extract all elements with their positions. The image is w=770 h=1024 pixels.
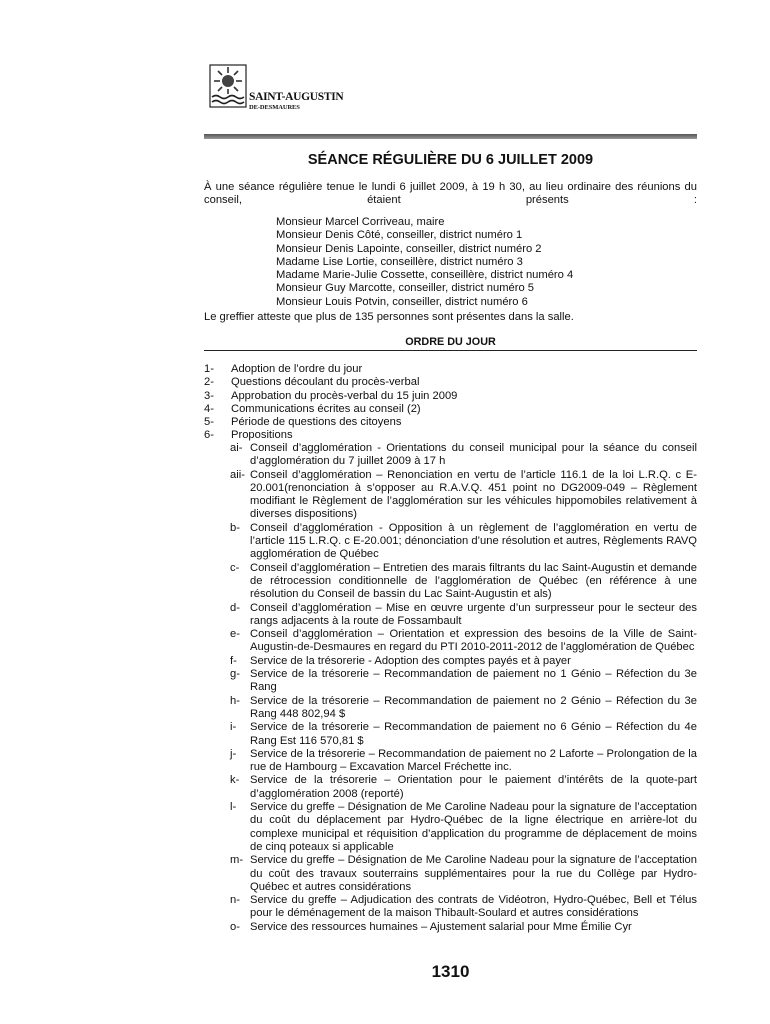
- member-line: Monsieur Denis Lapointe, conseiller, district numéro 2: [276, 242, 542, 255]
- proposition-letter: l-: [230, 801, 237, 814]
- agenda-item: [204, 416, 697, 429]
- proposition-letter: c-: [230, 561, 240, 574]
- proposition-item: [230, 628, 697, 655]
- proposition-text: Service de la trésorerie – Recommandation de paiement no 2 Génio – Réfection du 3e Rang 448 802,94 $: [250, 694, 697, 720]
- members-list: [276, 216, 573, 309]
- proposition-text: Conseil d’agglomération – Orientation et expression des besoins de la Ville de Saint-Augustin-de-Desmaures en regard du PTI 2010-2011-2012 de l’agglomération de Québec: [250, 628, 697, 654]
- agenda-text: Communications écrites au conseil (2): [231, 402, 421, 415]
- proposition-letter: b-: [230, 521, 240, 534]
- proposition-item: [230, 442, 697, 469]
- proposition-text: Conseil d’agglomération – Renonciation en vertu de l’article 116.1 de la loi L.R.Q. c E-20.001(renonciation à s’opposer au R.A.V.Q. 451 point no DG2009-049 – Règlement modifiant le Règlement de l’agglomération sur les véhicules hippomobiles relativement à diverses dispositions): [250, 468, 697, 521]
- proposition-text: Conseil d’agglomération – Entretien des marais filtrants du lac Saint-Augustin et demande de rétrocession conditionnelle de l’agglomération de Québec (en référence à une résolution du Conseil de bassin du Lac Saint-Augustin et als): [250, 561, 697, 601]
- agenda-text: Adoption de l’ordre du jour: [231, 363, 363, 375]
- proposition-item: [230, 668, 697, 695]
- proposition-item: [230, 921, 697, 934]
- logo-subname: DE-DESMAURES: [249, 104, 300, 111]
- member-line: Monsieur Marcel Corriveau, maire: [276, 216, 445, 228]
- proposition-item: [230, 602, 697, 629]
- member-line: Madame Lise Lortie, conseillère, district numéro 3: [276, 255, 523, 268]
- agenda-number: 6-: [204, 429, 214, 442]
- logo-name: SAINT-AUGUSTIN: [249, 91, 344, 103]
- proposition-text: Service du greffe – Désignation de Me Caroline Nadeau pour la signature de l’acceptation du coût du déplacement par Hydro-Québec de la ligne électrique en arrière-lot du complexe municipal et réquisition d’application du programme de déplacement de moins de cinq poteaux si applicable: [250, 801, 697, 853]
- proposition-letter: ai-: [230, 442, 243, 454]
- agenda-item: [204, 390, 697, 403]
- page-number: 1310: [431, 962, 470, 981]
- proposition-letter: g-: [230, 668, 240, 681]
- proposition-letter: o-: [230, 920, 240, 933]
- proposition-item: [230, 522, 697, 562]
- agenda-heading: ORDRE DU JOUR: [405, 336, 496, 348]
- agenda-text: Période de questions des citoyens: [231, 416, 402, 429]
- agenda-rule: [204, 350, 697, 351]
- proposition-text: Conseil d’agglomération - Opposition à un règlement de l’agglomération en vertu de l’article 115 L.R.Q. c E-20.001; dénonciation d’une résolution et autres, Règlements RAVQ agglomération de Québec: [250, 521, 697, 561]
- proposition-text: Service de la trésorerie – Recommandation de paiement no 2 Laforte – Prolongation de la rue de Hambourg – Excavation Marcel Fréchette inc.: [250, 747, 697, 774]
- proposition-item: [230, 469, 697, 522]
- proposition-letter: aii-: [230, 468, 245, 481]
- proposition-item: [230, 721, 697, 748]
- proposition-item: [230, 894, 697, 921]
- page-title: SÉANCE RÉGULIÈRE DU 6 JUILLET 2009: [307, 152, 594, 168]
- agenda-item: [204, 429, 697, 442]
- proposition-letter: k-: [230, 774, 240, 787]
- member-line: Monsieur Denis Côté, conseiller, district numéro 1: [276, 229, 523, 242]
- proposition-letter: f-: [230, 654, 237, 667]
- agenda-number: 2-: [204, 376, 214, 389]
- proposition-text: Conseil d’agglomération - Orientations du conseil municipal pour la séance du conseil d’agglomération du 7 juillet 2009 à 17 h: [250, 442, 697, 468]
- saint-augustin-emblem-icon: [209, 64, 247, 108]
- proposition-item: [230, 774, 697, 801]
- agenda-text: Approbation du procès-verbal du 15 juin 2009: [231, 389, 458, 402]
- proposition-text: Service du greffe – Désignation de Me Caroline Nadeau pour la signature de l’acceptation du coût des travaux souterrains supplémentaires pour la rue du Collège par Hydro-Québec et autres considérations: [250, 854, 697, 893]
- proposition-letter: e-: [230, 628, 240, 641]
- proposition-item: [230, 748, 697, 775]
- proposition-item: [230, 801, 697, 854]
- propositions-list: [230, 442, 697, 934]
- proposition-text: Service des ressources humaines – Ajustement salarial pour Mme Émilie Cyr: [250, 920, 632, 933]
- proposition-letter: i-: [230, 721, 237, 734]
- proposition-text: Service de la trésorerie - Adoption des comptes payés et à payer: [250, 654, 571, 667]
- proposition-letter: m-: [230, 854, 244, 867]
- agenda-text: Questions découlant du procès-verbal: [231, 376, 420, 389]
- greffier-statement: Le greffier atteste que plus de 135 personnes sont présentes dans la salle.: [204, 311, 574, 323]
- proposition-text: Service de la trésorerie – Recommandation de paiement no 1 Génio – Réfection du 3e Rang: [250, 668, 697, 694]
- proposition-item: [230, 562, 697, 602]
- proposition-letter: d-: [230, 601, 240, 614]
- member-line: Madame Marie-Julie Cossette, conseillère, district numéro 4: [276, 269, 574, 282]
- agenda-number: 4-: [204, 402, 214, 415]
- proposition-item: [230, 854, 697, 894]
- agenda-number: 3-: [204, 389, 214, 402]
- header-rule: [204, 134, 697, 139]
- intro-paragraph: À une séance régulière tenue le lundi 6 juillet 2009, à 19 h 30, au lieu ordinaire des réunions du conseil, étaient présents :: [204, 181, 697, 207]
- proposition-text: Service du greffe – Adjudication des contrats de Vidéotron, Hydro-Québec, Bell et Télus pour le déménagement de la maison Thibault-Soulard et autres considérations: [250, 894, 697, 920]
- municipal-logo: [209, 64, 349, 110]
- agenda-item: [204, 403, 697, 416]
- agenda-item: [204, 363, 697, 376]
- agenda-number: 1-: [204, 363, 214, 375]
- proposition-item: [230, 695, 697, 722]
- proposition-letter: n-: [230, 894, 240, 907]
- proposition-text: Service de la trésorerie – Orientation pour le paiement d’intérêts de la quote-part d’agglomération 2008 (reporté): [250, 774, 697, 800]
- agenda-text: Propositions: [231, 429, 293, 442]
- agenda-item: [204, 376, 697, 389]
- proposition-text: Conseil d’agglomération – Mise en œuvre urgente d’un surpresseur pour le secteur des rangs adjacents à la route de Fossambault: [250, 601, 697, 627]
- agenda-list: [204, 363, 697, 443]
- proposition-letter: j-: [230, 747, 237, 760]
- proposition-text: Service de la trésorerie – Recommandation de paiement no 6 Génio – Réfection du 4e Rang Est 116 570,81 $: [250, 721, 697, 747]
- proposition-item: [230, 655, 697, 668]
- member-line: Monsieur Guy Marcotte, conseiller, district numéro 5: [276, 282, 535, 295]
- member-line: Monsieur Louis Potvin, conseiller, district numéro 6: [276, 295, 528, 308]
- agenda-number: 5-: [204, 416, 214, 429]
- proposition-letter: h-: [230, 694, 240, 707]
